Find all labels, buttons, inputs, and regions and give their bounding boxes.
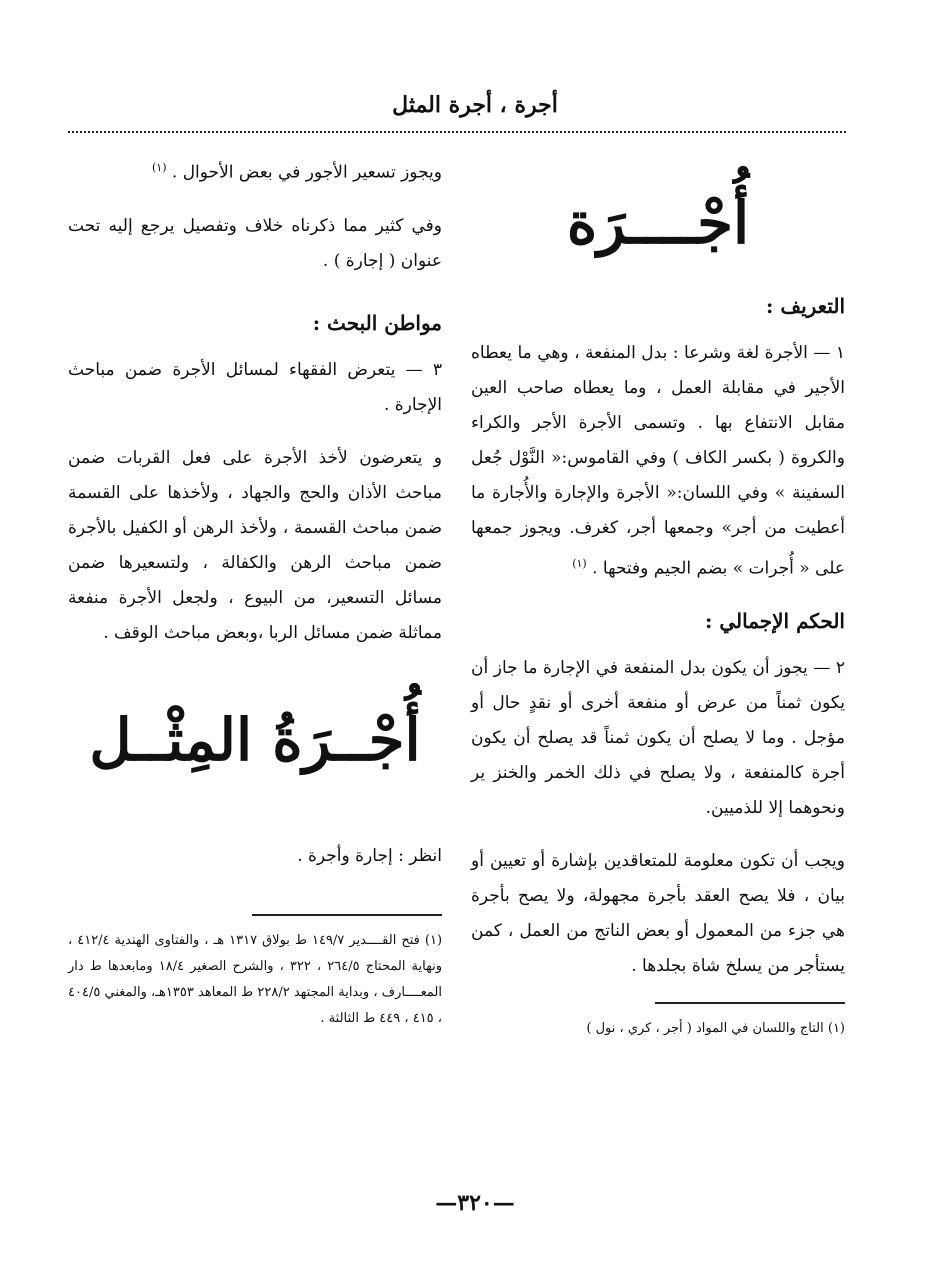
see-also: انظر : إجارة وأجرة . [297,845,442,866]
paragraph-1 [471,336,845,587]
page-number: —٣٢٠— [435,1190,515,1216]
footnote-rule [655,1002,845,1004]
left-paragraph-2: وفي كثير مما ذكرناه خلاف وتفصيل يرجع إليه تحت عنوان ( إجارة ) . [68,215,442,271]
paragraph-3: ويجب أن تكون معلومة للمتعاقدين بإشارة أو تعيين أو بيان ، فلا يصح العقد بأجرة مجهولة، ولا يصح بأجرة هي جزء من المعمول أو بعض الناتج من العمل ، كمن يستأجر من يسلخ شاة بجلدها . [471,850,846,976]
paragraph-1-text: ١ — الأجرة لغة وشرعا : بدل المنفعة ، وهي ما يعطاه الأجير في مقابلة العمل ، وما يعطاه صاحب العين مقابل الانتفاع بها . وتسمى الأجرة الأجر والكراء والكروة ( بكسر الكاف ) وفي القاموس:« النَّوْل جُعل السفينة » وفي اللسان:« الأجرة والإجارة والأُجارة ما أعطيت من أجر» وجمعها أجر، كغرف. ويجوز جمعها على « أُجرات » بضم الجيم وفتحها . [471,343,845,579]
running-head: أجرة ، أجرة المثل [392,92,558,118]
footnote-right: (١) التاج واللسان في المواد ( أجر ، كري ، نول ) [586,1020,845,1036]
research-heading: مواطن البحث : [312,310,442,335]
entry-title-2: أُجْــرَةُ المِثْــل [89,705,421,774]
footnote-left: (١) فتح القــــدير ١٤٩/٧ ط بولاق ١٣١٧ هـ ، والفتاوى الهندية ٤١٢/٤ ، ونهاية المحتاج ٢٦٤/٥ ، ٣٢٢ ، والشرح الصغير ١٨/٤ ومابعدها ط دار المعــــارف ، وبداية المجتهد ٢٢٨/٢ ط المعاهد ١٣٥٣هـ، والمغني ٤٠٤/٥ ، ٤١٥ ، ٤٤٩ ط الثالثة . [68,932,443,1026]
left-paragraph-3: ٣ — يتعرض الفقهاء لمسائل الأجرة ضمن مباحث الإجارة . [68,359,442,415]
footnote-ref: (١) [151,161,167,174]
left-paragraph-4: و يتعرضون لأخذ الأجرة على فعل القربات ضمن مباحث الأذان والحج والجهاد ، ولأخذها على القسمة ضمن مباحث القسمة ، ولأخذ الرهن أو الكفيل بالأجرة ضمن مباحث الرهن والكفالة ، ولتسعيرها ضمن مسائل التسعير، من البيوع ، ولجعل الأجرة منفعة مماثلة ضمن مسائل الربا ،وبعض مباحث الوقف . [68,447,442,643]
ruling-heading: الحكم الإجمالي : [705,608,845,633]
definition-heading: التعريف : [766,294,845,318]
left-paragraph-1-text: ويجوز تسعير الأجور في بعض الأحوال . [171,162,442,183]
left-paragraph-1 [68,150,442,191]
header-dotted-rule [68,131,846,133]
footnote-rule [252,914,442,916]
footnote-ref: (١) [572,557,587,570]
right-column [471,150,845,1042]
paragraph-2: ٢ — يجوز أن يكون بدل المنفعة في الإجارة ما جاز أن يكون ثمناً من عرض أو منفعة أخرى أو نقدٍ حال أو مؤجل . وما لا يصلح أن يكون ثمناً قد يصلح أن يكون أجرة كالمنفعة ، ولا يصلح في ذلك الخمر والخنز ير ونحوهما إلا للذميين. [471,657,845,818]
entry-title: أُجْــــرَة [566,189,750,257]
left-column [68,150,442,1032]
